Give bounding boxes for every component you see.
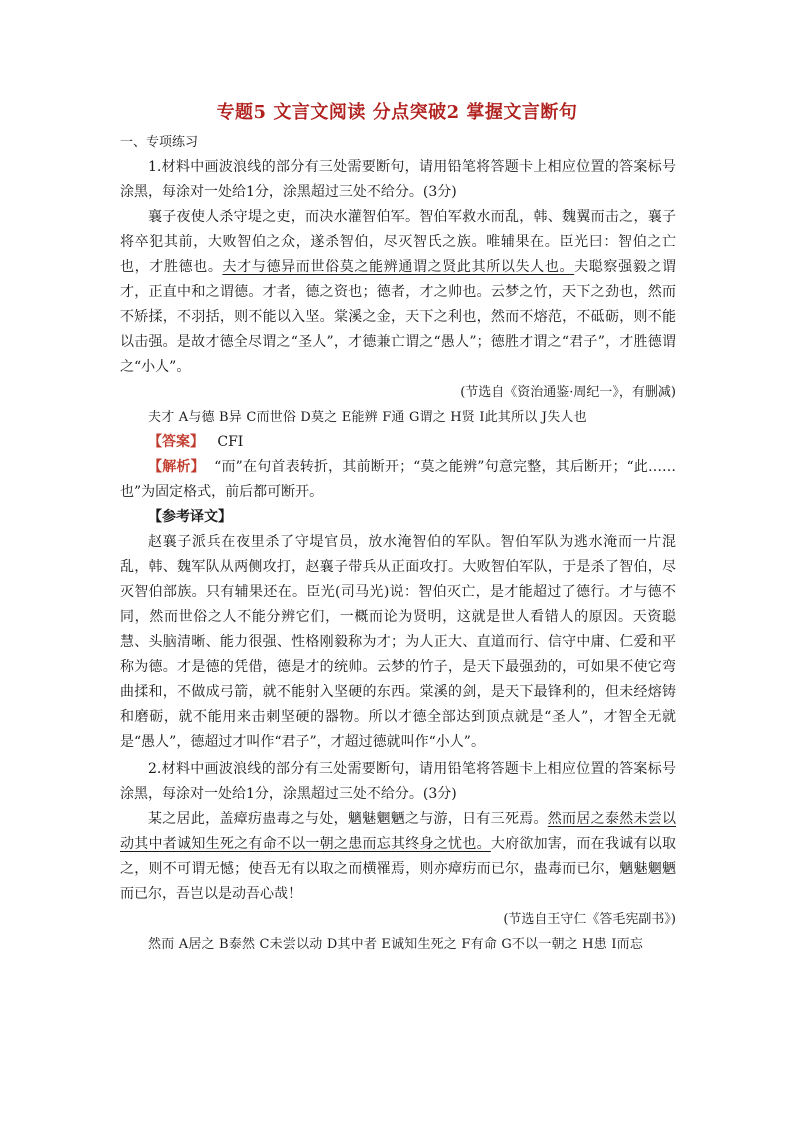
q2-prompt: 2.材料中画波浪线的部分有三处需要断句，请用铅笔将答题卡上相应位置的答案标号涂黑，每涂对一处给1分，涂黑超过三处不给分。(3分): [120, 761, 676, 802]
analysis-label: 【解析】: [148, 459, 205, 475]
q1-passage-before: 襄子夜使人杀守堤之吏，而决水灌智伯军。智伯军救水而乱，韩、魏翼而击之，襄子将卒犯其前，大败智伯之众，遂杀智伯，尽灭智氏之族。唯辅果在。臣光曰：智伯之亡也，才胜德也。: [120, 209, 676, 275]
q1-translation-label: 【参考译文】: [148, 509, 232, 525]
q1-answer: [120, 430, 676, 455]
page-title: 专题5 文言文阅读 分点突破2 掌握文言断句: [216, 102, 578, 123]
section-heading: 一、专项练习: [120, 135, 199, 150]
analysis-text: “而”在句首表转折，其前断开；“莫之能辨”句意完整，其后断开；“此……也”为固定格式，前后都可断开。: [120, 459, 676, 500]
q1-translation: 赵襄子派兵在夜里杀了守堤官员，放水淹智伯的军队。智伯军队为逃水淹而一片混乱，韩、魏军队从两侧攻打，赵襄子带兵从正面攻打。大败智伯军队，于是杀了智伯，尽灭智伯部族。只有辅果还在。臣光(司马光)说：智伯灭亡，是才能超过了德行。才与德不同，然而世俗之人不能分辨它们，一概而论为贤明，这就是世人看错人的原因。天资聪慧、头脑清晰、能力很强、性格刚毅称为才；为人正大、直道而行、信守中庸、仁爱和平称为德。才是德的凭借，德是才的统帅。云梦的竹子，是天下最强劲的，可如果不使它弯曲揉和，不做成弓箭，就不能射入坚硬的东西。棠溪的剑，是天下最锋利的，但未经熔铸和磨砺，就不能用来击刺坚硬的器物。所以才德全部达到顶点就是“圣人”，才智全无就是“愚人”，德超过才叫作“君子”，才超过德就叫作“小人”。: [120, 534, 676, 750]
q2-options: 然而 A居之 B泰然 C未尝以动 D其中者 E诚知生死之 F有命 G不以一朝之 H患 I而忘: [148, 937, 644, 952]
q1-options: 夫才 A与德 B异 C而世俗 D莫之 E能辨 F通 G谓之 H贤 I此其所以 J失人也: [148, 410, 587, 425]
document-body: [120, 131, 676, 957]
answer-value: CFI: [217, 434, 244, 450]
answer-label: 【答案】: [148, 434, 204, 450]
q2-passage: [120, 807, 676, 907]
q1-wavy-text: 夫才与德异而世俗莫之能辨通谓之贤此其所以失人也。: [222, 259, 575, 275]
q2-passage-after: 大府欲加害，而在我诚有以取之，则不可谓无憾；使吾无有以取之而横罹焉，则亦瘴疠而已尔，蛊毒而已尔，魑魅魍魉而已尔，吾岂以是动吾心哉！: [120, 836, 677, 902]
q1-source: (节选自《资治通鉴·周纪一》，有删减): [460, 385, 676, 400]
q2-passage-before: 某之居此，盖瘴疠蛊毒之与处，魑魅魍魉之与游，日有三死焉。: [148, 811, 548, 827]
q1-passage: [120, 205, 676, 380]
q2-source: (节选自王守仁《答毛宪副书》): [503, 912, 676, 927]
q1-passage-after: 夫聪察强毅之谓才，正直中和之谓德。才者，德之资也；德者，才之帅也。云梦之竹，天下之劲也，然而不矫揉，不羽括，则不能以入坚。棠溪之金，天下之利也，然而不熔范，不砥砺，则不能以击强。是故才德全尽谓之“圣人”，才德兼亡谓之“愚人”；德胜才谓之“君子”，才胜德谓之“小人”。: [120, 259, 677, 375]
q2-wavy-text: 然而居之泰然未尝以动其中者诚知生死之有命不以一朝之患而忘其终身之忧也。: [120, 811, 677, 852]
q1-prompt: 1.材料中画波浪线的部分有三处需要断句，请用铅笔将答题卡上相应位置的答案标号涂黑，每涂对一处给1分，涂黑超过三处不给分。(3分): [120, 159, 676, 200]
q1-analysis: [120, 455, 676, 505]
